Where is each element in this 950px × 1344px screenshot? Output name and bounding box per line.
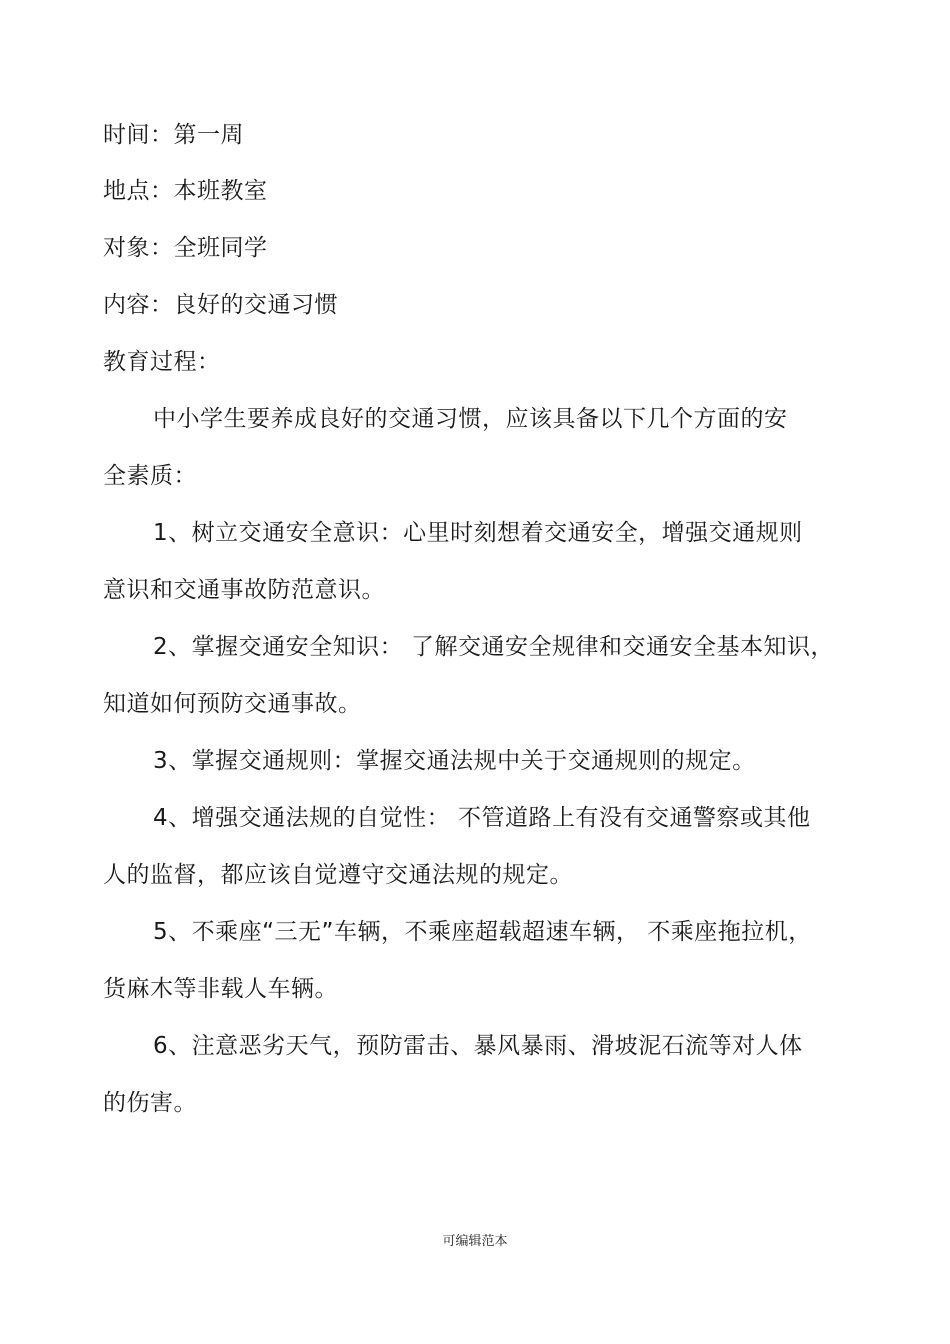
item-2-line-1: 2、掌握交通安全知识： 了解交通安全规律和交通安全基本知识， (153, 634, 834, 660)
item-3-line-1: 3、掌握交通规则：掌握交通法规中关于交通规则的规定。 (153, 748, 756, 774)
item-6-line-1: 6、注意恶劣天气，预防雷击、暴风暴雨、滑坡泥石流等对人体 (153, 1033, 803, 1059)
place-line: 地点：本班教室 (103, 178, 268, 204)
item-2-line-2: 知道如何预防交通事故。 (103, 691, 362, 717)
audience-line: 对象：全班同学 (103, 235, 268, 261)
page-footer: 可编辑范本 (442, 1234, 508, 1249)
time-line: 时间：第一周 (103, 122, 244, 148)
intro-line-2: 全素质： (103, 463, 197, 489)
item-5-line-2: 货麻木等非载人车辆。 (103, 976, 338, 1002)
item-1-line-2: 意识和交通事故防范意识。 (103, 577, 385, 603)
content-line: 内容：良好的交通习惯 (103, 292, 338, 318)
item-6-line-2: 的伤害。 (103, 1090, 197, 1116)
item-1-line-1: 1、树立交通安全意识：心里时刻想着交通安全，增强交通规则 (153, 520, 803, 546)
item-5-line-1: 5、不乘座“三无”车辆，不乘座超载超速车辆， 不乘座拖拉机， (153, 919, 812, 945)
intro-line-1: 中小学生要养成良好的交通习惯，应该具备以下几个方面的安 (153, 406, 788, 432)
item-4-line-1: 4、增强交通法规的自觉性： 不管道路上有没有交通警察或其他 (153, 805, 811, 831)
process-heading: 教育过程： (103, 349, 221, 375)
item-4-line-2: 人的监督，都应该自觉遵守交通法规的规定。 (103, 862, 573, 888)
